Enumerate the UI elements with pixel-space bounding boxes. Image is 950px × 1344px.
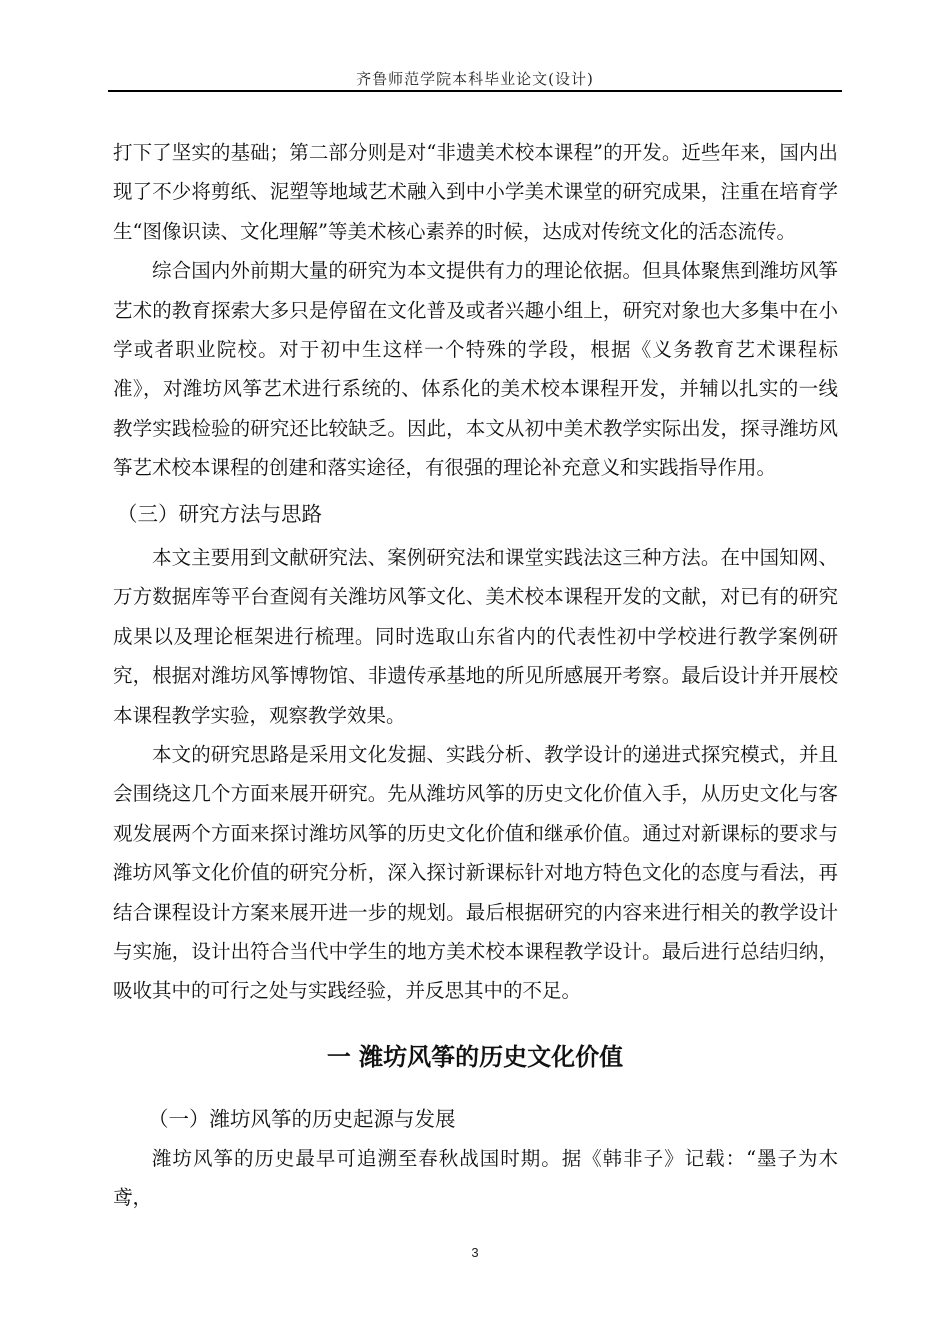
paragraph-continuation: 打下了坚实的基础；第二部分则是对“非遗美术校本课程”的开发。近些年来，国内出现了不少将剪纸、泥塑等地域艺术融入到中小学美术课堂的研究成果，注重在培育学生“图像识读、文化理解”等美术核心素养的时候，达成对传统文化的活态流传。: [113, 141, 838, 243]
section-heading-origin: （一）潍坊风筝的历史起源与发展: [148, 1107, 456, 1131]
page-number: 3: [471, 1245, 479, 1260]
body-text-top: [113, 133, 838, 488]
chapter-heading: 一 潍坊风筝的历史文化价值: [326, 1043, 624, 1071]
paragraph-origin: 潍坊风筝的历史最早可追溯至春秋战国时期。据《韩非子》记载：“墨子为木鸢，: [113, 1147, 838, 1210]
section-heading-methods: （三）研究方法与思路: [117, 502, 322, 526]
running-header: 齐鲁师范学院本科毕业论文(设计): [356, 70, 594, 88]
body-text-origin: [113, 1139, 838, 1218]
body-text-methods: [113, 538, 838, 1011]
paragraph-literature-summary: 综合国内外前期大量的研究为本文提供有力的理论依据。但具体聚焦到潍坊风筝艺术的教育探索大多只是停留在文化普及或者兴趣小组上，研究对象也大多集中在小学或者职业院校。对于初中生这样一个特殊的学段，根据《义务教育艺术课程标准》，对潍坊风筝艺术进行系统的、体系化的美术校本课程开发，并辅以扎实的一线教学实践检验的研究还比较缺乏。因此，本文从初中美术教学实际出发，探寻潍坊风筝艺术校本课程的创建和落实途径，有很强的理论补充意义和实践指导作用。: [113, 259, 838, 480]
paragraph-methods: 本文主要用到文献研究法、案例研究法和课堂实践法这三种方法。在中国知网、万方数据库等平台查阅有关潍坊风筝文化、美术校本课程开发的文献，对已有的研究成果以及理论框架进行梳理。同时选取山东省内的代表性初中学校进行教学案例研究，根据对潍坊风筝博物馆、非遗传承基地的所见所感展开考察。最后设计并开展校本课程教学实验，观察教学效果。: [113, 546, 838, 727]
paragraph-approach: 本文的研究思路是采用文化发掘、实践分析、教学设计的递进式探究模式，并且会围绕这几个方面来展开研究。先从潍坊风筝的历史文化价值入手，从历史文化与客观发展两个方面来探讨潍坊风筝的历史文化价值和继承价值。通过对新课标的要求与潍坊风筝文化价值的研究分析，深入探讨新课标针对地方特色文化的态度与看法，再结合课程设计方案来展开进一步的规划。最后根据研究的内容来进行相关的教学设计与实施，设计出符合当代中学生的地方美术校本课程教学设计。最后进行总结归纳，吸收其中的可行之处与实践经验，并反思其中的不足。: [113, 743, 838, 1003]
header-rule: [108, 90, 842, 92]
